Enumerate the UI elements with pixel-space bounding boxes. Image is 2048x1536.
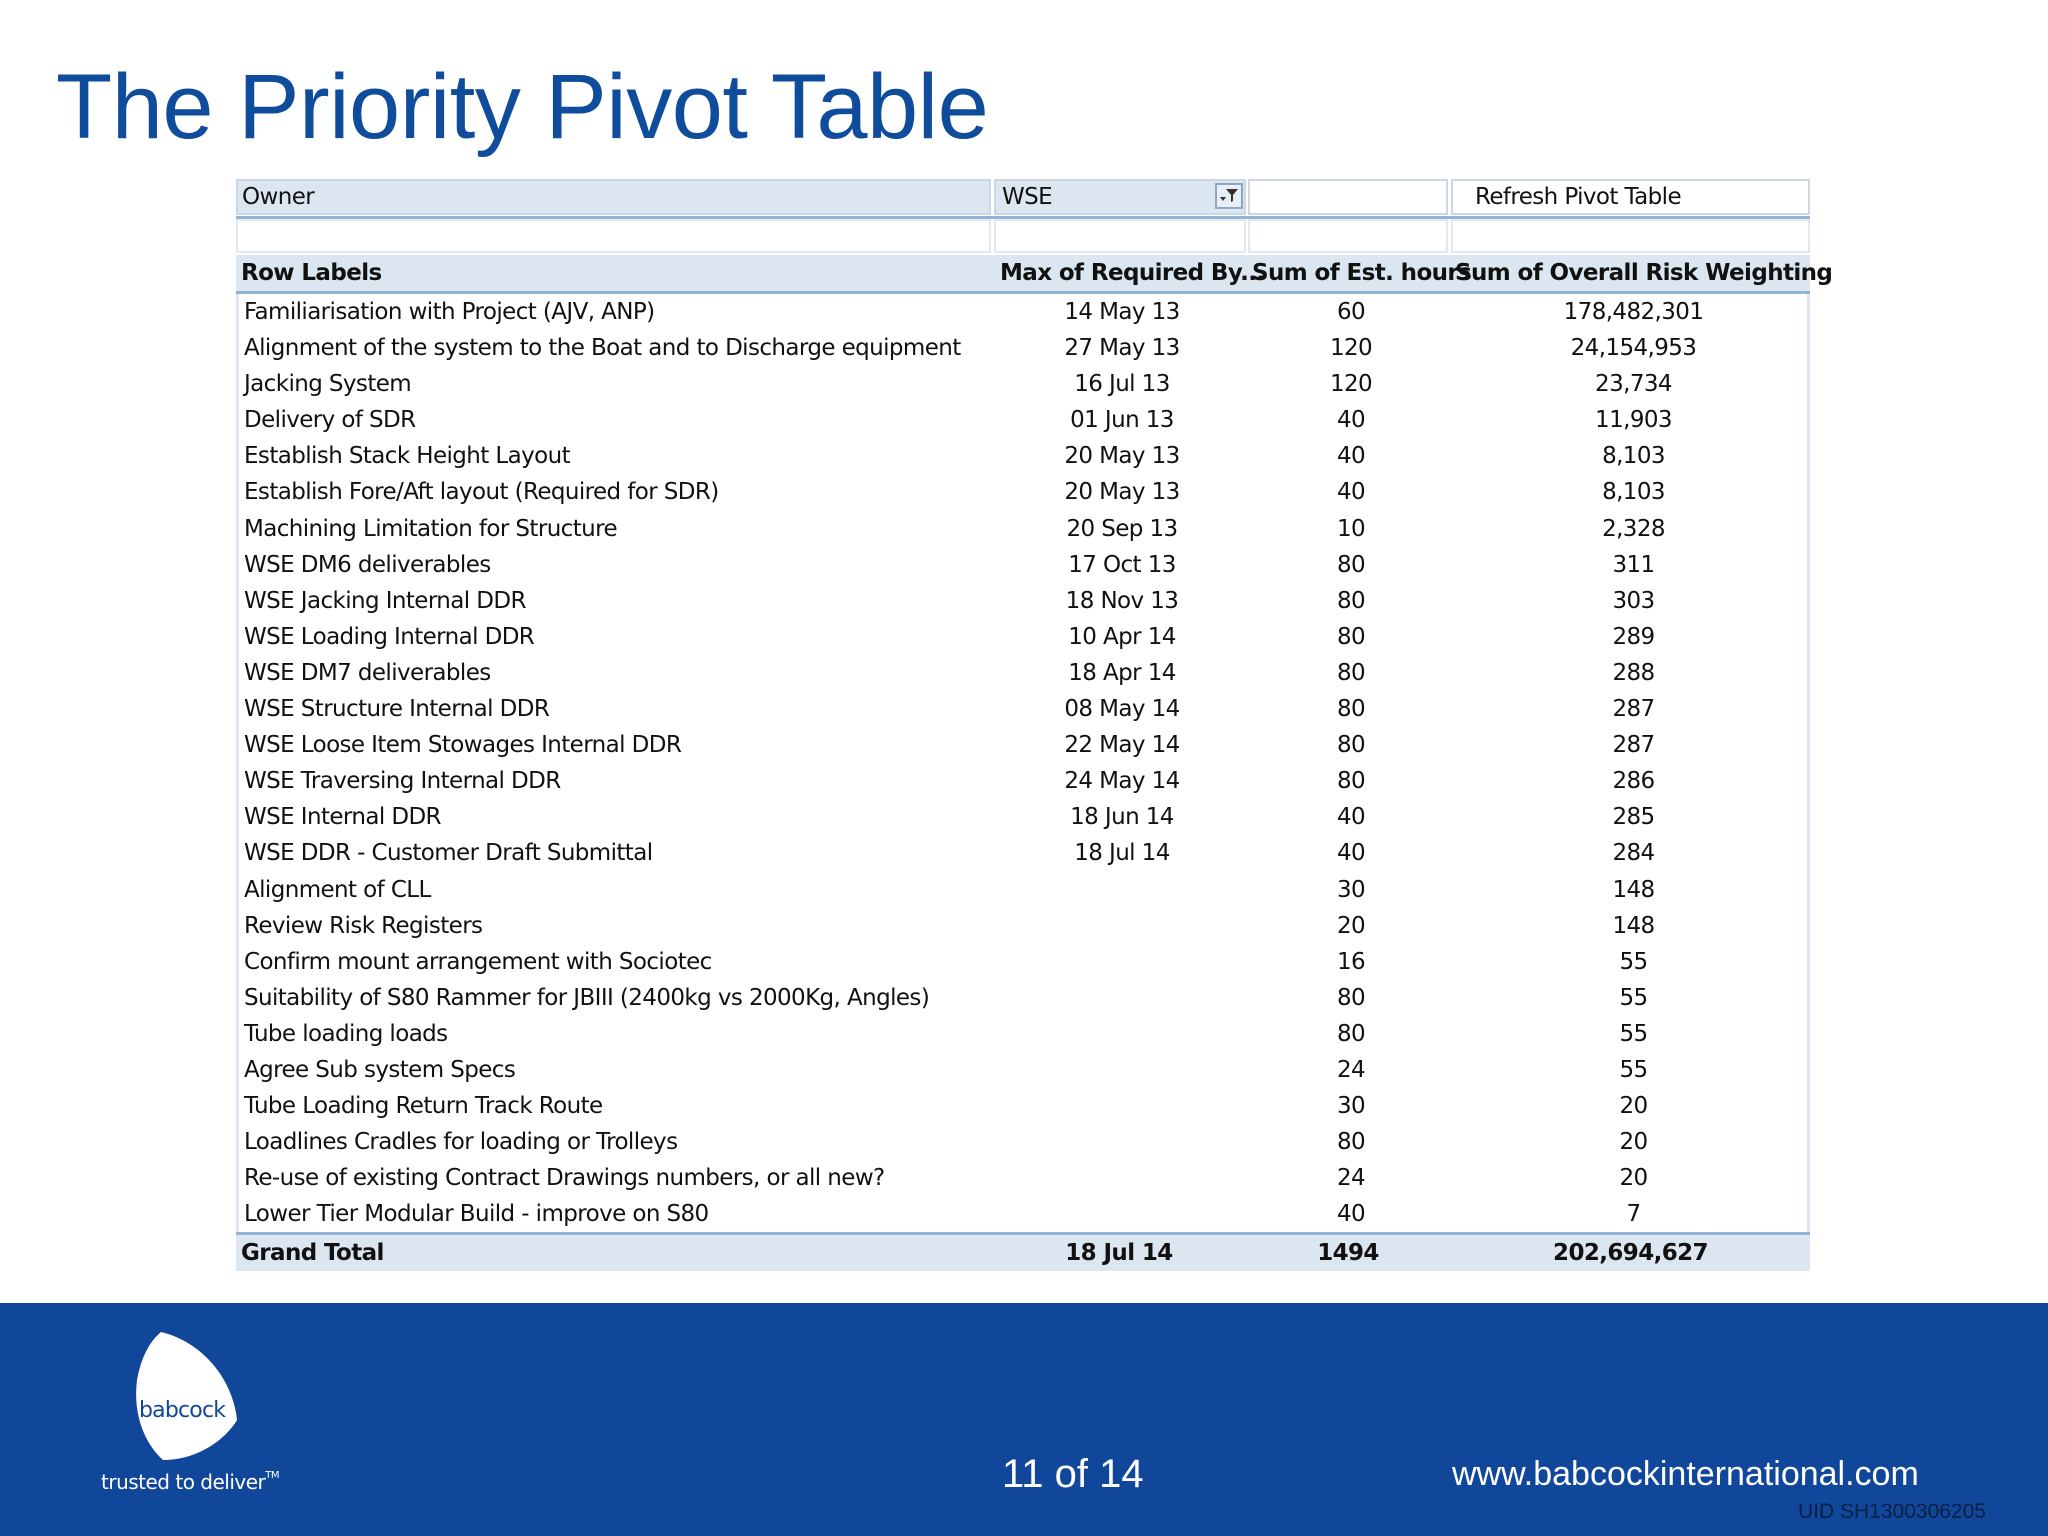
table-row[interactable] [239, 1052, 1807, 1088]
filter-value-dropdown[interactable]: WSE [994, 179, 1246, 215]
table-row[interactable] [239, 1124, 1807, 1160]
row-required-by [997, 1160, 1247, 1196]
row-est-hours: 80 [1336, 1020, 1366, 1047]
row-risk-weighting: 55 [1619, 984, 1648, 1011]
row-risk-weighting: 178,482,301 [1563, 299, 1704, 325]
row-risk-weighting: 8,103 [1602, 443, 1665, 470]
row-est-hours: 80 [1336, 768, 1366, 795]
row-est-hours: 40 [1336, 840, 1366, 867]
pivot-body [236, 294, 1810, 1232]
row-risk-weighting: 20 [1619, 1093, 1648, 1120]
row-risk-weighting: 285 [1612, 804, 1655, 831]
row-label: Machining Limitation for Structure [244, 515, 618, 542]
row-required-by: 20 May 13 [1064, 479, 1180, 506]
total-required-by: 18 Jul 14 [1065, 1240, 1173, 1267]
row-est-hours: 24 [1336, 1056, 1366, 1083]
total-risk-weighting: 202,694,627 [1553, 1240, 1708, 1267]
row-label: Suitability of S80 Rammer for JBIII (2400kg vs 2000Kg, Angles) [244, 984, 930, 1011]
row-risk-weighting: 289 [1612, 623, 1655, 650]
logo-text: babcock [139, 1398, 226, 1423]
header-est-hours: Sum of Est. hours [1252, 260, 1472, 286]
row-label: Re-use of existing Contract Drawings numbers, or all new? [244, 1165, 885, 1192]
row-label: Loadlines Cradles for loading or Trolleys [244, 1129, 678, 1156]
row-est-hours: 80 [1336, 984, 1366, 1011]
table-row[interactable] [239, 655, 1807, 691]
row-required-by: 20 Sep 13 [1066, 515, 1178, 542]
row-label: Familiarisation with Project (AJV, ANP) [244, 299, 655, 325]
row-required-by: 22 May 14 [1064, 732, 1180, 759]
row-risk-weighting: 11,903 [1595, 407, 1672, 434]
row-est-hours: 40 [1336, 407, 1366, 434]
filter-dropdown-icon[interactable] [1215, 183, 1243, 209]
row-est-hours: 40 [1336, 443, 1366, 470]
row-est-hours: 20 [1336, 912, 1366, 939]
row-est-hours: 120 [1329, 335, 1373, 362]
row-required-by: 20 May 13 [1064, 443, 1180, 470]
table-row[interactable] [239, 294, 1807, 330]
row-label: Review Risk Registers [244, 912, 483, 939]
row-est-hours: 30 [1336, 1093, 1366, 1120]
row-risk-weighting: 286 [1612, 768, 1655, 795]
row-required-by [997, 908, 1247, 944]
row-required-by: 18 Jul 14 [1074, 840, 1170, 867]
grand-total-row [236, 1232, 1810, 1271]
row-est-hours: 24 [1336, 1165, 1366, 1192]
row-required-by: 24 May 14 [1064, 768, 1180, 795]
row-label: Confirm mount arrangement with Sociotec [244, 948, 712, 975]
row-required-by: 18 Apr 14 [1068, 659, 1176, 686]
row-risk-weighting: 20 [1619, 1165, 1648, 1192]
header-required-by: Max of Required By... [1000, 260, 1265, 286]
row-label: Alignment of the system to the Boat and to Discharge equipment [244, 335, 961, 362]
pivot-header-row [236, 255, 1833, 294]
table-row[interactable] [239, 727, 1807, 763]
row-label: Establish Stack Height Layout [244, 443, 570, 470]
row-est-hours: 40 [1336, 1201, 1366, 1228]
row-est-hours: 80 [1336, 1129, 1366, 1156]
row-risk-weighting: 7 [1626, 1201, 1641, 1228]
row-label: Tube loading loads [244, 1020, 448, 1047]
row-required-by: 01 Jun 13 [1070, 407, 1174, 434]
tagline-text: trusted to deliver [101, 1470, 266, 1494]
total-label: Grand Total [241, 1240, 384, 1267]
row-est-hours: 10 [1336, 515, 1366, 542]
blank-row [236, 219, 1810, 255]
table-row[interactable] [239, 330, 1807, 366]
tagline [101, 1470, 279, 1494]
row-required-by [997, 980, 1247, 1016]
row-est-hours: 40 [1336, 804, 1366, 831]
table-row[interactable] [239, 438, 1807, 474]
row-required-by: 08 May 14 [1064, 696, 1180, 723]
footer-bar [0, 1303, 2048, 1536]
filter-field-label: Owner [236, 179, 991, 215]
trademark-mark: TM [265, 1470, 280, 1481]
table-row[interactable] [239, 763, 1807, 799]
table-row[interactable] [239, 366, 1807, 402]
row-est-hours: 40 [1336, 479, 1366, 506]
row-risk-weighting: 2,328 [1602, 515, 1665, 542]
row-required-by [997, 1196, 1247, 1232]
row-est-hours: 80 [1336, 696, 1366, 723]
row-required-by: 16 Jul 13 [1074, 371, 1170, 398]
row-est-hours: 16 [1336, 948, 1366, 975]
row-label: Lower Tier Modular Build - improve on S80 [244, 1201, 709, 1228]
row-label: WSE Loading Internal DDR [244, 623, 535, 650]
row-required-by [997, 944, 1247, 980]
table-row[interactable] [239, 872, 1807, 908]
row-risk-weighting: 287 [1612, 696, 1655, 723]
table-row[interactable] [239, 1016, 1807, 1052]
row-risk-weighting: 148 [1612, 912, 1655, 939]
blank-cell [1451, 219, 1810, 253]
row-est-hours: 80 [1336, 587, 1366, 614]
table-row[interactable] [239, 980, 1807, 1016]
row-risk-weighting: 55 [1619, 1020, 1648, 1047]
row-risk-weighting: 55 [1619, 948, 1648, 975]
filter-empty-cell [1248, 179, 1448, 215]
row-label: Tube Loading Return Track Route [244, 1093, 603, 1120]
row-required-by: 14 May 13 [1064, 299, 1180, 325]
table-row[interactable] [239, 474, 1807, 510]
table-row[interactable] [239, 691, 1807, 727]
table-row[interactable] [239, 908, 1807, 944]
table-row[interactable] [239, 547, 1807, 583]
table-row[interactable] [239, 511, 1807, 547]
row-label: Agree Sub system Specs [244, 1056, 516, 1083]
document-uid: UID SH1300306205 [1798, 1500, 1986, 1523]
row-est-hours: 80 [1336, 732, 1366, 759]
refresh-pivot-table-button[interactable]: Refresh Pivot Table [1451, 179, 1810, 215]
table-row[interactable] [239, 583, 1807, 619]
blank-cell [236, 219, 991, 253]
table-row[interactable] [239, 1088, 1807, 1124]
row-required-by: 27 May 13 [1064, 335, 1180, 362]
row-risk-weighting: 23,734 [1595, 371, 1672, 398]
row-required-by [997, 872, 1247, 908]
header-risk-weighting: Sum of Overall Risk Weighting [1455, 260, 1833, 286]
row-est-hours: 80 [1336, 551, 1366, 578]
page-number: 11 of 14 [1002, 1452, 1144, 1496]
row-label: WSE DDR - Customer Draft Submittal [244, 840, 653, 867]
header-row-labels[interactable]: Row Labels [241, 260, 382, 286]
row-label: WSE Loose Item Stowages Internal DDR [244, 732, 682, 759]
row-label: Alignment of CLL [244, 876, 431, 903]
row-label: WSE DM6 deliverables [244, 551, 491, 578]
table-row[interactable] [239, 402, 1807, 438]
row-est-hours: 120 [1329, 371, 1373, 398]
row-risk-weighting: 284 [1612, 840, 1655, 867]
row-risk-weighting: 8,103 [1602, 479, 1665, 506]
row-est-hours: 80 [1336, 623, 1366, 650]
row-est-hours: 30 [1336, 876, 1366, 903]
row-label: WSE Internal DDR [244, 804, 441, 831]
table-row[interactable] [239, 799, 1807, 835]
row-required-by: 18 Nov 13 [1065, 587, 1179, 614]
blank-cell [1248, 219, 1448, 253]
row-risk-weighting: 287 [1612, 732, 1655, 759]
table-row[interactable] [239, 1160, 1807, 1196]
row-label: WSE DM7 deliverables [244, 659, 491, 686]
page-title: The Priority Pivot Table [56, 56, 989, 158]
row-label: Establish Fore/Aft layout (Required for SDR) [244, 479, 719, 506]
row-required-by [997, 1088, 1247, 1124]
blank-cell [994, 219, 1246, 253]
row-required-by: 10 Apr 14 [1068, 623, 1176, 650]
row-est-hours: 60 [1336, 299, 1366, 325]
row-label: WSE Traversing Internal DDR [244, 768, 561, 795]
row-risk-weighting: 20 [1619, 1129, 1648, 1156]
table-row[interactable] [239, 944, 1807, 980]
pivot-table [236, 179, 1833, 1271]
row-label: WSE Structure Internal DDR [244, 696, 550, 723]
row-risk-weighting: 148 [1612, 876, 1655, 903]
filter-row [236, 179, 1810, 219]
row-risk-weighting: 24,154,953 [1570, 335, 1697, 362]
total-est-hours: 1494 [1317, 1240, 1379, 1267]
row-risk-weighting: 55 [1619, 1056, 1648, 1083]
website-url[interactable]: www.babcockinternational.com [1452, 1455, 1919, 1493]
table-row[interactable] [239, 835, 1807, 871]
row-required-by [997, 1016, 1247, 1052]
table-row[interactable] [239, 1196, 1807, 1232]
table-row[interactable] [239, 619, 1807, 655]
row-required-by [997, 1052, 1247, 1088]
row-required-by [997, 1124, 1247, 1160]
row-est-hours: 80 [1336, 659, 1366, 686]
row-risk-weighting: 311 [1612, 551, 1655, 578]
babcock-logo-icon [133, 1332, 243, 1462]
row-risk-weighting: 288 [1612, 659, 1655, 686]
row-risk-weighting: 303 [1612, 587, 1655, 614]
row-label: Jacking System [244, 371, 412, 398]
row-required-by: 18 Jun 14 [1070, 804, 1174, 831]
row-label: Delivery of SDR [244, 407, 416, 434]
row-required-by: 17 Oct 13 [1068, 551, 1176, 578]
row-label: WSE Jacking Internal DDR [244, 587, 526, 614]
